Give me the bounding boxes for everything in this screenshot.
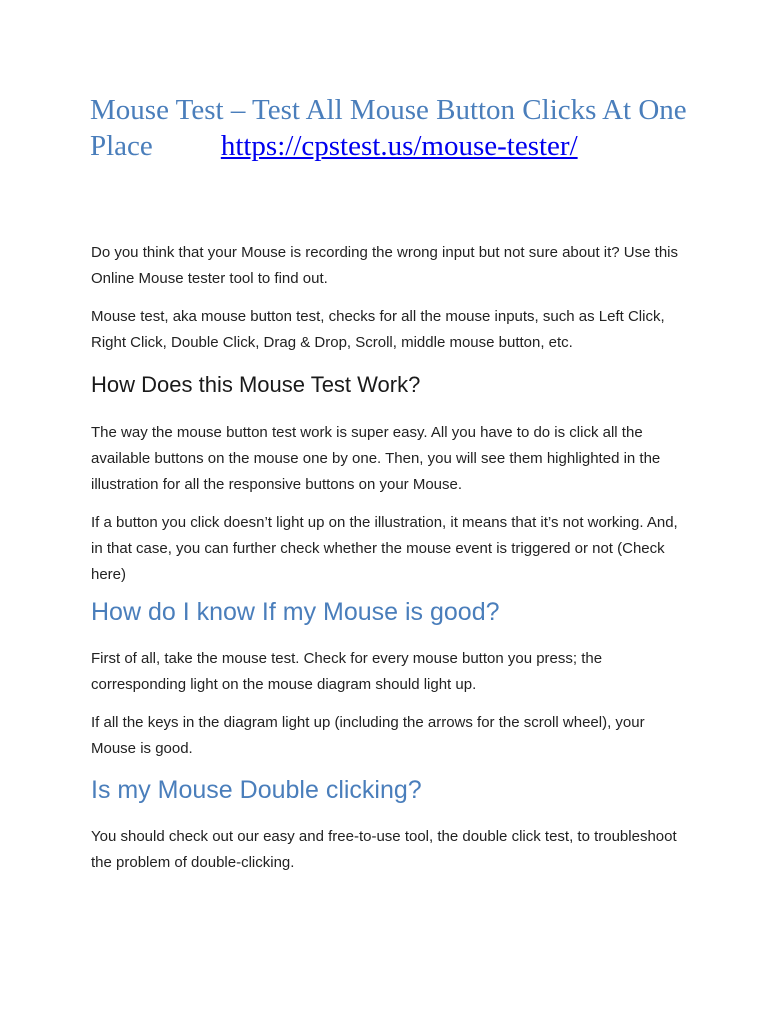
section-heading-double-clicking: Is my Mouse Double clicking? [91, 776, 422, 804]
mouse-tester-link[interactable]: https://cpstest.us/mouse-tester/ [220, 130, 578, 162]
is-mouse-good-paragraph-2: If all the keys in the diagram light up (including the arrows for the scroll wheel), your Mouse is good. [91, 714, 645, 757]
double-clicking-paragraph-1: You should check out our easy and free-to-use tool, the double click test, to troubleshoot the problem of double-clicking. [91, 828, 677, 871]
is-mouse-good-paragraph-1: First of all, take the mouse test. Check for every mouse button you press; the corresponding light on the mouse diagram should light up. [91, 650, 603, 693]
section-double-clicking [91, 774, 691, 806]
section-heading-is-mouse-good: How do I know If my Mouse is good? [91, 598, 500, 626]
section-how-it-works [91, 370, 691, 400]
page-title [90, 92, 710, 164]
page-title-text: Mouse Test – Test All Mouse Button Clicks At One Place [90, 94, 687, 162]
how-it-works-paragraph-1: The way the mouse button test work is super easy. All you have to do is click all the available buttons on the mouse one by one. Then, you will see them highlighted in the illustration for all the responsive buttons on your Mouse. [91, 424, 661, 493]
how-it-works-paragraph-2: If a button you click doesn’t light up on the illustration, it means that it’s not working. And, in that case, you can further check whether the mouse event is triggered or not (Check here) [91, 514, 678, 583]
intro-paragraph-2: Mouse test, aka mouse button test, checks for all the mouse inputs, such as Left Click, Right Click, Double Click, Drag & Drop, Scroll, middle mouse button, etc. [91, 308, 665, 351]
section-heading-how-it-works: How Does this Mouse Test Work? [91, 372, 421, 397]
intro-paragraph-1: Do you think that your Mouse is recording the wrong input but not sure about it? Use this Online Mouse tester tool to find out. [91, 244, 678, 287]
section-is-mouse-good [91, 596, 691, 628]
article-body [91, 240, 691, 876]
